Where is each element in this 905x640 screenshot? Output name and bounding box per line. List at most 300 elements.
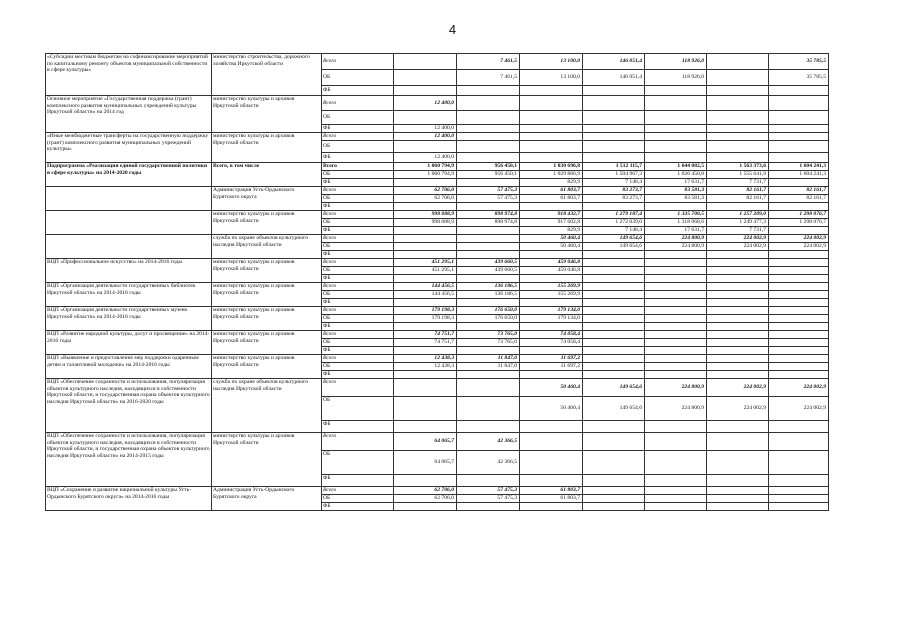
amount-cell: 1 318 068,6 bbox=[645, 219, 707, 227]
amount-cell: 155 269,9 bbox=[520, 283, 583, 291]
amount-cell bbox=[457, 203, 520, 211]
amount-cell bbox=[394, 235, 457, 243]
funding-source-cell: ФБ bbox=[322, 503, 394, 511]
executor-cell: министерство культуры и архивов Иркутской области bbox=[212, 331, 322, 355]
amount-cell bbox=[457, 227, 520, 235]
amount-cell bbox=[769, 111, 829, 125]
table-row bbox=[46, 331, 829, 339]
funding-source-cell: ОБ bbox=[322, 171, 394, 179]
funding-source-cell: Всего bbox=[322, 187, 394, 195]
amount-cell bbox=[457, 421, 520, 433]
amount-cell bbox=[769, 363, 829, 371]
amount-cell bbox=[583, 315, 645, 323]
amount-cell: 439 660,5 bbox=[457, 259, 520, 267]
program-name-cell: ВЦП «Выявление и предоставление мер поддержки одаренным детям и талантливой молодежи» на 2014-2016 годы bbox=[46, 355, 212, 379]
amount-cell: 13 100,0 bbox=[520, 54, 583, 70]
amount-cell: 439 660,5 bbox=[457, 267, 520, 275]
amount-cell bbox=[769, 299, 829, 307]
amount-cell bbox=[707, 141, 769, 153]
amount-cell bbox=[645, 451, 707, 475]
amount-cell bbox=[520, 153, 583, 163]
amount-cell bbox=[583, 451, 645, 475]
amount-cell bbox=[645, 291, 707, 299]
program-name-cell bbox=[46, 211, 212, 235]
amount-cell bbox=[707, 70, 769, 86]
amount-cell: 144 456,5 bbox=[394, 291, 457, 299]
funding-source-cell: ОБ bbox=[322, 451, 394, 475]
amount-cell bbox=[769, 227, 829, 235]
amount-cell: 459 046,8 bbox=[520, 267, 583, 275]
executor-cell: министерство культуры и архивов Иркутской области bbox=[212, 259, 322, 283]
amount-cell: 1 060 794,9 bbox=[394, 171, 457, 179]
funding-source-cell: ОБ bbox=[322, 195, 394, 203]
amount-cell bbox=[520, 133, 583, 141]
amount-cell: 35 785,5 bbox=[769, 54, 829, 70]
amount-cell: 1 563 373,6 bbox=[707, 163, 769, 171]
amount-cell bbox=[583, 141, 645, 153]
executor-cell: министерство строительства, дорожного хозяйства Иркутской области bbox=[212, 54, 322, 96]
amount-cell bbox=[394, 323, 457, 331]
amount-cell bbox=[645, 96, 707, 111]
amount-cell bbox=[583, 475, 645, 487]
amount-cell: 224 002,9 bbox=[707, 243, 769, 251]
amount-cell bbox=[520, 275, 583, 283]
amount-cell: 61 803,7 bbox=[520, 195, 583, 203]
amount-cell: 224 002,9 bbox=[769, 243, 829, 251]
program-name-cell bbox=[46, 235, 212, 259]
amount-cell: 1 060 794,9 bbox=[394, 163, 457, 171]
amount-cell: 74 751,7 bbox=[394, 331, 457, 339]
amount-cell: 998 088,9 bbox=[394, 219, 457, 227]
amount-cell: 12 400,0 bbox=[394, 153, 457, 163]
amount-cell bbox=[394, 421, 457, 433]
amount-cell: 179 198,3 bbox=[394, 315, 457, 323]
funding-source-cell: ОБ bbox=[322, 267, 394, 275]
amount-cell bbox=[645, 503, 707, 511]
page-number: 4 bbox=[448, 22, 457, 37]
amount-cell bbox=[457, 347, 520, 355]
amount-cell bbox=[645, 323, 707, 331]
amount-cell bbox=[645, 299, 707, 307]
amount-cell: 57 475,3 bbox=[457, 495, 520, 503]
amount-cell bbox=[394, 243, 457, 251]
amount-cell: 998 088,9 bbox=[394, 211, 457, 219]
amount-cell bbox=[457, 235, 520, 243]
amount-cell bbox=[769, 179, 829, 187]
amount-cell bbox=[769, 96, 829, 111]
program-name-cell: ВЦП «Сохранение и развитие национальной культуры Усть-Ордынского Бурятского округа» на 2014-2016 годы bbox=[46, 487, 212, 511]
amount-cell bbox=[769, 323, 829, 331]
amount-cell: 224 800,9 bbox=[645, 243, 707, 251]
funding-source-cell: ФБ bbox=[322, 125, 394, 133]
amount-cell: 146 051,4 bbox=[583, 70, 645, 86]
amount-cell bbox=[394, 251, 457, 259]
amount-cell bbox=[457, 111, 520, 125]
amount-cell bbox=[769, 86, 829, 96]
amount-cell bbox=[645, 259, 707, 267]
amount-cell bbox=[394, 397, 457, 421]
program-name-cell: ВЦП «Обеспечение сохранности и использования, популяризация объектов культурного наследия, находящихся в собственности Иркутской области, и государственная охрана объектов культурного наследия Иркутской области» на 2016-2020 годы bbox=[46, 379, 212, 433]
amount-cell bbox=[769, 421, 829, 433]
amount-cell bbox=[583, 125, 645, 133]
program-name-cell: ВЦП «Развитие народной культуры, досуг и просвещение» на 2014-2016 годы bbox=[46, 331, 212, 355]
funding-source-cell: ОБ bbox=[322, 141, 394, 153]
amount-cell bbox=[457, 475, 520, 487]
executor-cell: министерство культуры и архивов Иркутской области bbox=[212, 355, 322, 379]
executor-cell: министерство культуры и архивов Иркутской области bbox=[212, 96, 322, 133]
amount-cell bbox=[769, 291, 829, 299]
amount-cell bbox=[707, 487, 769, 495]
amount-cell: 118 926,0 bbox=[645, 54, 707, 70]
funding-source-cell: ОБ bbox=[322, 70, 394, 86]
amount-cell bbox=[707, 267, 769, 275]
amount-cell: 224 002,9 bbox=[707, 379, 769, 397]
amount-cell: 83 273,7 bbox=[583, 195, 645, 203]
executor-cell: министерство культуры и архивов Иркутской области bbox=[212, 433, 322, 487]
table-row bbox=[46, 187, 829, 195]
amount-cell: 224 002,9 bbox=[707, 235, 769, 243]
amount-cell bbox=[583, 275, 645, 283]
amount-cell: 451 295,1 bbox=[394, 267, 457, 275]
amount-cell: 35 785,5 bbox=[769, 70, 829, 86]
amount-cell: 11 847,0 bbox=[457, 363, 520, 371]
funding-source-cell: ФБ bbox=[322, 275, 394, 283]
amount-cell: 451 295,1 bbox=[394, 259, 457, 267]
amount-cell bbox=[394, 379, 457, 397]
amount-cell bbox=[645, 421, 707, 433]
amount-cell: 12 400,0 bbox=[394, 96, 457, 111]
funding-source-cell: ФБ bbox=[322, 475, 394, 487]
amount-cell bbox=[707, 363, 769, 371]
amount-cell: 42 366,5 bbox=[457, 451, 520, 475]
program-name-cell: ВЦП «Организация деятельности государственных музеев Иркутской области» на 2014-2016 годы bbox=[46, 307, 212, 331]
funding-source-cell: ФБ bbox=[322, 179, 394, 187]
amount-cell: 57 475,3 bbox=[457, 195, 520, 203]
amount-cell bbox=[583, 433, 645, 451]
amount-cell: 83 273,7 bbox=[583, 187, 645, 195]
funding-source-cell: ОБ bbox=[322, 111, 394, 125]
amount-cell: 179 198,3 bbox=[394, 307, 457, 315]
executor-cell: министерство культуры и архивов Иркутской области bbox=[212, 211, 322, 235]
amount-cell bbox=[394, 179, 457, 187]
amount-cell bbox=[769, 153, 829, 163]
amount-cell bbox=[520, 111, 583, 125]
amount-cell bbox=[707, 111, 769, 125]
amount-cell bbox=[394, 111, 457, 125]
budget-table bbox=[45, 53, 829, 511]
amount-cell bbox=[645, 355, 707, 363]
amount-cell bbox=[769, 355, 829, 363]
amount-cell: 179 134,0 bbox=[520, 315, 583, 323]
funding-source-cell: Всего bbox=[322, 433, 394, 451]
amount-cell: 1 257 209,0 bbox=[707, 211, 769, 219]
amount-cell bbox=[583, 283, 645, 291]
amount-cell: 1 604 241,3 bbox=[769, 171, 829, 179]
amount-cell bbox=[645, 433, 707, 451]
amount-cell: 62 706,0 bbox=[394, 187, 457, 195]
funding-source-cell: Всего bbox=[322, 96, 394, 111]
amount-cell bbox=[520, 251, 583, 259]
funding-source-cell: ФБ bbox=[322, 86, 394, 96]
amount-cell: 82 161,7 bbox=[769, 187, 829, 195]
amount-cell: 136 186,5 bbox=[457, 283, 520, 291]
executor-cell: служба по охране объектов культурного наследия Иркутской области bbox=[212, 235, 322, 259]
amount-cell bbox=[583, 487, 645, 495]
funding-source-cell: ОБ bbox=[322, 291, 394, 299]
amount-cell: 62 706,0 bbox=[394, 195, 457, 203]
amount-cell bbox=[645, 475, 707, 487]
program-name-cell: Подпрограмма «Реализация единой государственной политики в сфере культуры» на 2014-2020 годы bbox=[46, 163, 212, 187]
executor-cell: служба по охране объектов культурного наследия Иркутской области bbox=[212, 379, 322, 433]
amount-cell: 64 065,7 bbox=[394, 451, 457, 475]
funding-source-cell: ОБ bbox=[322, 363, 394, 371]
amount-cell: 149 654,6 bbox=[583, 243, 645, 251]
amount-cell bbox=[645, 111, 707, 125]
amount-cell: 1 512 115,7 bbox=[583, 163, 645, 171]
table-row bbox=[46, 133, 829, 141]
funding-source-cell: Всего bbox=[322, 133, 394, 141]
amount-cell: 1 604 241,3 bbox=[769, 163, 829, 171]
amount-cell: 898 974,8 bbox=[457, 211, 520, 219]
amount-cell bbox=[583, 153, 645, 163]
funding-source-cell: ОБ bbox=[322, 339, 394, 347]
amount-cell bbox=[583, 347, 645, 355]
amount-cell: 82 161,7 bbox=[707, 187, 769, 195]
table-row bbox=[46, 54, 829, 70]
funding-source-cell: Всего bbox=[322, 235, 394, 243]
amount-cell bbox=[707, 331, 769, 339]
program-name-cell: ВЦП «Профессиональное искусство» на 2014-2016 годы bbox=[46, 259, 212, 283]
amount-cell bbox=[769, 371, 829, 379]
amount-cell bbox=[583, 251, 645, 259]
amount-cell bbox=[645, 315, 707, 323]
table-row bbox=[46, 211, 829, 219]
amount-cell: 118 926,0 bbox=[645, 70, 707, 86]
amount-cell bbox=[520, 203, 583, 211]
amount-cell: 83 581,3 bbox=[645, 187, 707, 195]
amount-cell: 224 800,9 bbox=[645, 235, 707, 243]
amount-cell bbox=[645, 133, 707, 141]
amount-cell: 179 134,0 bbox=[520, 307, 583, 315]
funding-source-cell: ОБ bbox=[322, 397, 394, 421]
amount-cell bbox=[645, 495, 707, 503]
amount-cell bbox=[583, 363, 645, 371]
amount-cell: 7 731,7 bbox=[707, 227, 769, 235]
table-row bbox=[46, 355, 829, 363]
amount-cell: 1 555 641,9 bbox=[707, 171, 769, 179]
amount-cell bbox=[394, 299, 457, 307]
amount-cell bbox=[645, 267, 707, 275]
amount-cell bbox=[457, 133, 520, 141]
funding-source-cell: ФБ bbox=[322, 347, 394, 355]
amount-cell bbox=[769, 307, 829, 315]
amount-cell bbox=[769, 275, 829, 283]
amount-cell bbox=[769, 347, 829, 355]
amount-cell bbox=[707, 291, 769, 299]
program-name-cell: «Субсидии местным бюджетам на софинансирование мероприятий по капитальному ремонту объектов муниципальной собственности в сфере культуры» bbox=[46, 54, 212, 96]
executor-cell: Всего, в том числе bbox=[212, 163, 322, 187]
amount-cell bbox=[457, 251, 520, 259]
amount-cell: 1 279 187,4 bbox=[583, 211, 645, 219]
amount-cell bbox=[769, 433, 829, 451]
amount-cell bbox=[769, 141, 829, 153]
amount-cell bbox=[707, 299, 769, 307]
amount-cell bbox=[583, 291, 645, 299]
amount-cell: 918 432,7 bbox=[520, 211, 583, 219]
amount-cell bbox=[394, 347, 457, 355]
amount-cell bbox=[583, 86, 645, 96]
amount-cell bbox=[520, 421, 583, 433]
amount-cell: 73 765,0 bbox=[457, 339, 520, 347]
amount-cell bbox=[769, 283, 829, 291]
amount-cell bbox=[707, 451, 769, 475]
amount-cell bbox=[769, 495, 829, 503]
executor-cell: министерство культуры и архивов Иркутской области bbox=[212, 133, 322, 163]
executor-cell: Администрация Усть-Ордынского Бурятского округа bbox=[212, 187, 322, 211]
amount-cell: 224 002,9 bbox=[707, 397, 769, 421]
amount-cell bbox=[583, 307, 645, 315]
table-row bbox=[46, 235, 829, 243]
amount-cell bbox=[394, 371, 457, 379]
amount-cell: 57 475,3 bbox=[457, 487, 520, 495]
amount-cell bbox=[457, 397, 520, 421]
amount-cell bbox=[769, 487, 829, 495]
amount-cell: 1 504 967,3 bbox=[583, 171, 645, 179]
executor-cell: министерство культуры и архивов Иркутской области bbox=[212, 283, 322, 307]
amount-cell: 12 438,3 bbox=[394, 355, 457, 363]
amount-cell bbox=[645, 203, 707, 211]
amount-cell: 12 400,0 bbox=[394, 133, 457, 141]
amount-cell bbox=[645, 275, 707, 283]
amount-cell bbox=[520, 347, 583, 355]
amount-cell bbox=[457, 153, 520, 163]
funding-source-cell: Всего bbox=[322, 54, 394, 70]
amount-cell: 956 450,1 bbox=[457, 171, 520, 179]
amount-cell: 149 654,6 bbox=[583, 379, 645, 397]
program-name-cell: Основное мероприятие «Государственная поддержка (грант) комплексного развития муниципальных учреждений культуры Иркутской области» на 2014 год bbox=[46, 96, 212, 133]
amount-cell bbox=[707, 251, 769, 259]
funding-source-cell: ОБ bbox=[322, 495, 394, 503]
table-row bbox=[46, 163, 829, 171]
amount-cell: 1 029 866,9 bbox=[520, 171, 583, 179]
amount-cell: 224 002,9 bbox=[769, 397, 829, 421]
amount-cell: 176 650,0 bbox=[457, 315, 520, 323]
amount-cell bbox=[645, 331, 707, 339]
amount-cell: 149 654,6 bbox=[583, 397, 645, 421]
amount-cell: 829,9 bbox=[520, 227, 583, 235]
amount-cell bbox=[707, 503, 769, 511]
amount-cell bbox=[520, 475, 583, 487]
amount-cell: 224 002,9 bbox=[769, 379, 829, 397]
amount-cell bbox=[769, 503, 829, 511]
amount-cell bbox=[520, 433, 583, 451]
amount-cell bbox=[394, 227, 457, 235]
amount-cell: 1 249 477,3 bbox=[707, 219, 769, 227]
amount-cell bbox=[457, 96, 520, 111]
amount-cell bbox=[707, 495, 769, 503]
amount-cell: 144 456,5 bbox=[394, 283, 457, 291]
amount-cell bbox=[769, 133, 829, 141]
amount-cell bbox=[457, 125, 520, 133]
amount-cell bbox=[457, 379, 520, 397]
amount-cell: 155 269,9 bbox=[520, 291, 583, 299]
amount-cell bbox=[645, 339, 707, 347]
amount-cell: 50 460,4 bbox=[520, 243, 583, 251]
funding-source-cell: Всего bbox=[322, 259, 394, 267]
amount-cell: 1 644 082,5 bbox=[645, 163, 707, 171]
amount-cell bbox=[707, 133, 769, 141]
amount-cell bbox=[583, 96, 645, 111]
amount-cell bbox=[457, 371, 520, 379]
funding-source-cell: Всего bbox=[322, 331, 394, 339]
amount-cell: 11 697,2 bbox=[520, 355, 583, 363]
amount-cell: 61 803,7 bbox=[520, 187, 583, 195]
amount-cell bbox=[583, 111, 645, 125]
amount-cell bbox=[769, 451, 829, 475]
funding-source-cell: Всего bbox=[322, 487, 394, 495]
executor-cell: Администрация Усть-Ордынского Бурятского округа bbox=[212, 487, 322, 511]
funding-source-cell: ФБ bbox=[322, 323, 394, 331]
amount-cell bbox=[769, 339, 829, 347]
amount-cell: 898 974,8 bbox=[457, 219, 520, 227]
amount-cell bbox=[394, 203, 457, 211]
amount-cell bbox=[645, 86, 707, 96]
amount-cell bbox=[707, 86, 769, 96]
amount-cell bbox=[583, 503, 645, 511]
amount-cell bbox=[707, 203, 769, 211]
amount-cell: 1 272 039,0 bbox=[583, 219, 645, 227]
amount-cell: 82 161,7 bbox=[707, 195, 769, 203]
amount-cell bbox=[645, 363, 707, 371]
funding-source-cell: ФБ bbox=[322, 203, 394, 211]
amount-cell: 12 400,0 bbox=[394, 125, 457, 133]
amount-cell bbox=[583, 331, 645, 339]
amount-cell bbox=[707, 475, 769, 487]
amount-cell bbox=[394, 475, 457, 487]
amount-cell bbox=[520, 323, 583, 331]
funding-source-cell: Всего bbox=[322, 307, 394, 315]
amount-cell: 459 046,8 bbox=[520, 259, 583, 267]
amount-cell bbox=[645, 283, 707, 291]
amount-cell bbox=[707, 275, 769, 283]
amount-cell bbox=[707, 54, 769, 70]
funding-source-cell: ОБ bbox=[322, 219, 394, 227]
funding-source-cell: Всего bbox=[322, 283, 394, 291]
funding-source-cell: Всего bbox=[322, 211, 394, 219]
amount-cell bbox=[520, 141, 583, 153]
amount-cell bbox=[394, 275, 457, 283]
amount-cell bbox=[583, 133, 645, 141]
table-row bbox=[46, 307, 829, 315]
funding-source-cell: Всего bbox=[322, 379, 394, 397]
table-row bbox=[46, 433, 829, 451]
amount-cell bbox=[457, 179, 520, 187]
amount-cell: 13 100,0 bbox=[520, 70, 583, 86]
amount-cell bbox=[457, 503, 520, 511]
amount-cell bbox=[457, 275, 520, 283]
amount-cell bbox=[394, 141, 457, 153]
amount-cell: 61 803,7 bbox=[520, 495, 583, 503]
amount-cell bbox=[583, 203, 645, 211]
amount-cell bbox=[394, 70, 457, 86]
amount-cell bbox=[769, 267, 829, 275]
amount-cell bbox=[394, 86, 457, 96]
amount-cell bbox=[520, 503, 583, 511]
amount-cell bbox=[645, 153, 707, 163]
amount-cell bbox=[645, 371, 707, 379]
amount-cell bbox=[707, 355, 769, 363]
funding-source-cell: ОБ bbox=[322, 315, 394, 323]
